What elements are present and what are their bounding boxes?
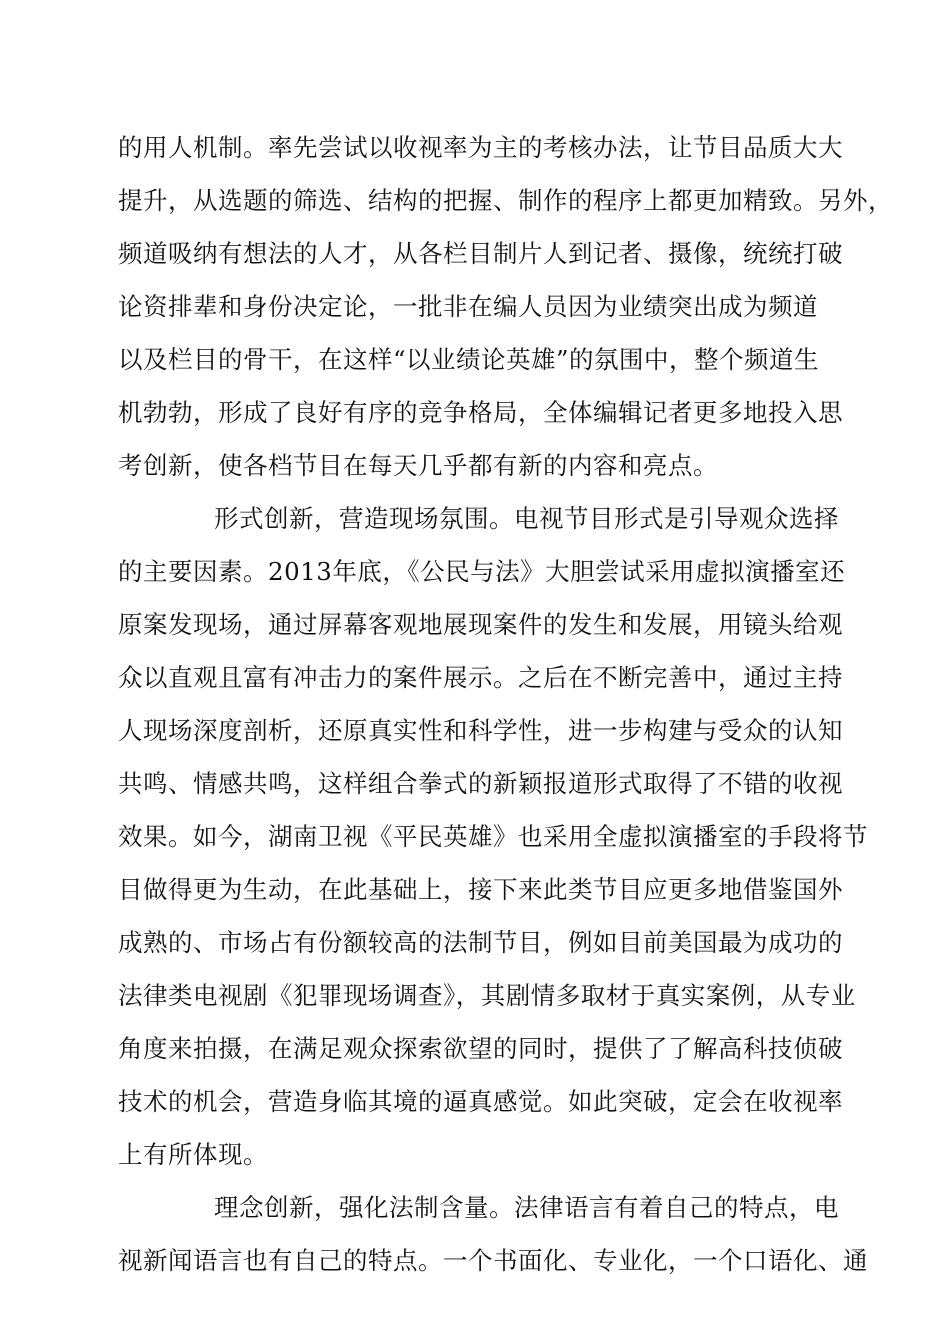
text-line: 考创新，使各档节目在每天几乎都有新的内容和亮点。 — [118, 451, 718, 480]
text-line: 技术的机会，营造身临其境的逼真感觉。如此突破，定会在收视率 — [118, 1087, 843, 1116]
text-line: 效果。如今，湖南卫视《平民英雄》也采用全虚拟演播室的手段将节 — [118, 822, 868, 851]
text-line: 目做得更为生动，在此基础上，接下来此类节目应更多地借鉴国外 — [118, 875, 843, 904]
text-line: 法律类电视剧《犯罪现场调查》，其剧情多取材于真实案例，从专业 — [118, 981, 856, 1010]
text-line: 人现场深度剖析，还原真实性和科学性，进一步构建与受众的认知 — [118, 716, 843, 745]
text-line: 提升，从选题的筛选、结构的把握、制作的程序上都更加精致。另外， — [118, 186, 893, 215]
text-line: 原案发现场，通过屏幕客观地展现案件的发生和发展，用镜头给观 — [118, 610, 843, 639]
text-line: 角度来拍摄，在满足观众探索欲望的同时，提供了了解高科技侦破 — [118, 1034, 843, 1063]
text-line: 机勃勃，形成了良好有序的竞争格局，全体编辑记者更多地投入思 — [118, 398, 843, 427]
text-line: 视新闻语言也有自己的特点。一个书面化、专业化，一个口语化、通 — [118, 1246, 868, 1275]
paragraph-start-line: 理念创新，强化法制含量。法律语言有着自己的特点，电 — [214, 1193, 839, 1222]
text-line: 的主要因素。2013年底，《公民与法》大胆尝试采用虚拟演播室还 — [118, 557, 846, 586]
text-line: 频道吸纳有想法的人才，从各栏目制片人到记者、摄像，统统打破 — [118, 239, 843, 268]
text-line: 的用人机制。率先尝试以收视率为主的考核办法，让节目品质大大 — [118, 133, 843, 162]
text-line: 众以直观且富有冲击力的案件展示。之后在不断完善中，通过主持 — [118, 663, 843, 692]
text-line: 上有所体现。 — [118, 1140, 268, 1169]
text-line: 共鸣、情感共鸣，这样组合拳式的新颖报道形式取得了不错的收视 — [118, 769, 843, 798]
text-line: 论资排辈和身份决定论，一批非在编人员因为业绩突出成为频道 — [118, 292, 818, 321]
text-line: 成熟的、市场占有份额较高的法制节目，例如目前美国最为成功的 — [118, 928, 843, 957]
text-line: 以及栏目的骨干，在这样“以业绩论英雄”的氛围中，整个频道生 — [118, 345, 820, 374]
paragraph-start-line: 形式创新，营造现场氛围。电视节目形式是引导观众选择 — [214, 504, 839, 533]
